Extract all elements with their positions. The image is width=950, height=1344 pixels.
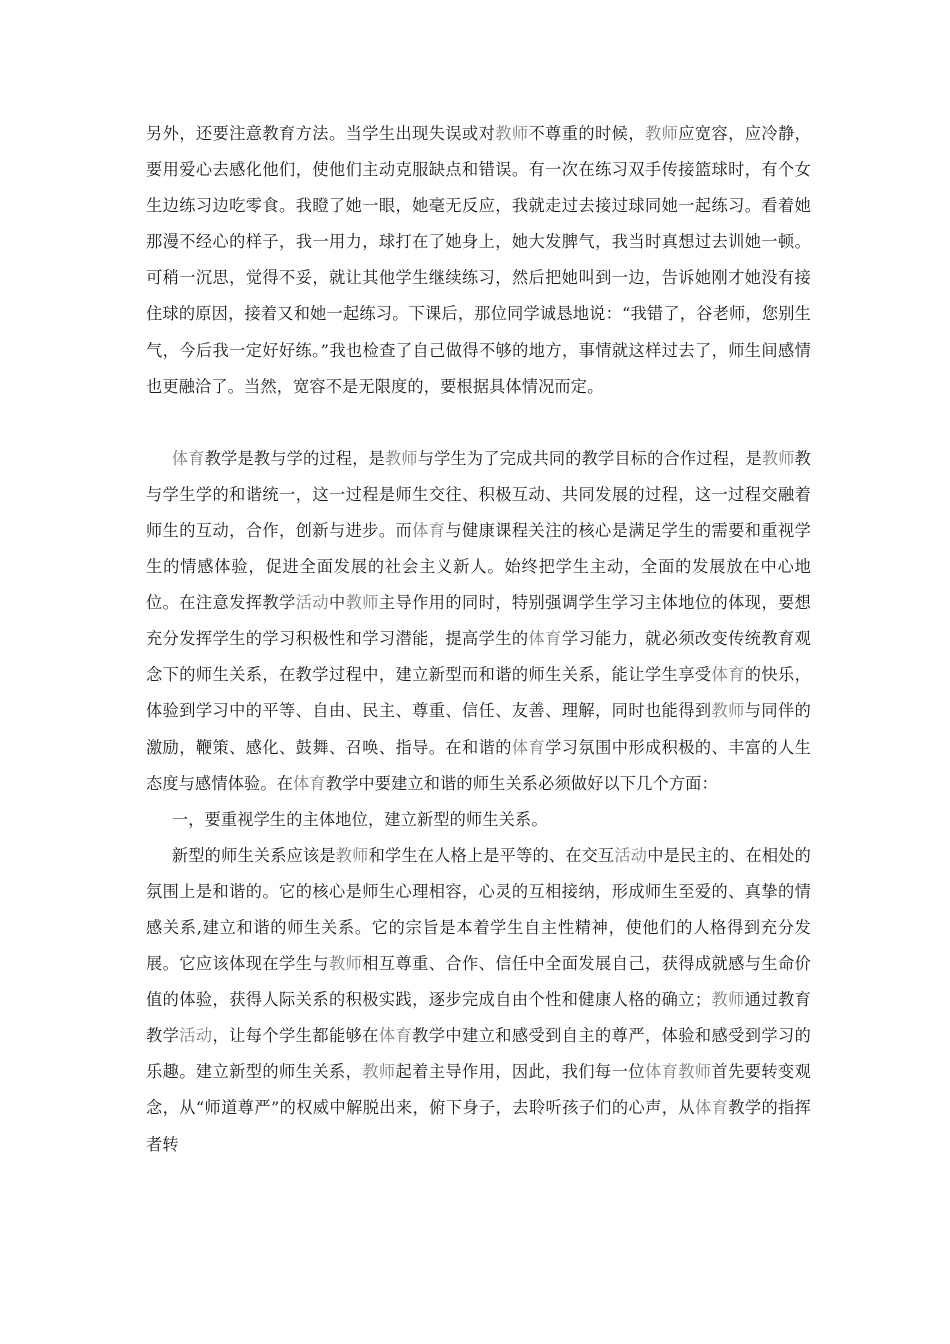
text-run: 教与学生学的和谐统一，这一过程是师生交往、积极互动、共同发展的过程，这一过程交融着师生的互动，合作，创新与进步。而 bbox=[146, 448, 811, 540]
paragraph-gap bbox=[146, 405, 811, 441]
text-run: 首先要转变观念，从“师道尊严”的权威中解脱出来，俯下身子，去聆听孩子们的心声，从 bbox=[146, 1062, 811, 1118]
keyword-link: 教师 bbox=[495, 124, 529, 143]
text-run: 另外，还要注意教育方法。当学生出现失误或对 bbox=[146, 124, 496, 143]
keyword-link: 体育 bbox=[711, 665, 745, 685]
text-run: 中 bbox=[328, 593, 346, 613]
text-run: 的快乐，体验到学习中的平等、自由、民主、尊重、信任、友善、理解，同时也能得到 bbox=[146, 665, 811, 721]
text-run: 主导作用的同时，特别强调学生学习主体地位的体现，要想充分发挥学生的学习积极性和学习潜能，提高学生的 bbox=[146, 593, 811, 649]
paragraph-3-heading bbox=[146, 802, 811, 838]
keyword-link: 教师 bbox=[328, 954, 363, 974]
paragraph-1 bbox=[146, 116, 811, 405]
keyword-link: 活动 bbox=[179, 1026, 213, 1046]
text-run: 与健康课程关注的核心是满足学生的需要和重视学生的情感体验，促进全面发展的社会主义新人。始终把学生主动，全面的发展放在中心地位。在注意发挥教学 bbox=[146, 520, 811, 613]
keyword-link: 活动 bbox=[295, 593, 329, 613]
keyword-link: 体育 bbox=[694, 1098, 729, 1118]
text-run: 教学中建立和感受到自主的尊严，体验和感受到学习的乐趣。建立新型的师生关系， bbox=[146, 1026, 811, 1082]
text-run: 通过教育教学 bbox=[146, 990, 811, 1046]
keyword-link: 教师 bbox=[711, 701, 745, 721]
paragraph-2 bbox=[146, 441, 811, 802]
keyword-link: 教师 bbox=[761, 448, 795, 468]
text-run: 一，要重视学生的主体地位，建立新型的师生关系。 bbox=[171, 809, 548, 829]
text-run: 应宽容，应冷静，要用爱心去感化他们，使他们主动克服缺点和错误。有一次在练习双手传接篮球时，有个女生边练习边吃零食。我瞪了她一眼，她毫无反应，我就走过去接过球同她一起练习。看着她那漫不经心的样子，我一用力，球打在了她身上，她大发脾气，我当时真想过去训她一顿。可稍一沉思，觉得不妥，就让其他学生继续练习，然后把她叫到一边，告诉她刚才她没有接住球的原因，接着又和她一起练习。下课后，那位同学诚恳地说：“我错了，谷老师，您别生气，今后我一定好好练。”我也检查了自己做得不够的地方，事情就这样过去了，师生间感情也更融洽了。当然，宽容不是无限度的，要根据具体情况而定。 bbox=[146, 124, 811, 396]
text-run: 教学的指挥者转 bbox=[146, 1098, 812, 1154]
text-run: 相互尊重、合作、信任中全面发展自己，获得成就感与生命价值的体验，获得人际关系的积极实践，逐步完成自由个性和健康人格的确立； bbox=[146, 954, 811, 1010]
keyword-link: 教师 bbox=[644, 124, 679, 143]
keyword-link: 教师 bbox=[335, 845, 369, 865]
text-run: ，让每个学生都能够在 bbox=[212, 1026, 379, 1046]
paragraph-4 bbox=[146, 838, 811, 1163]
text-run: 学习能力，就必须改变传统教育观念下的师生关系，在教学过程中，建立新型而和谐的师生关系，能让学生享受 bbox=[146, 629, 811, 685]
keyword-link: 体育 bbox=[378, 1026, 413, 1046]
text-run: 教学是教与学的过程，是 bbox=[204, 448, 385, 468]
keyword-link: 教师 bbox=[711, 990, 745, 1010]
document-body bbox=[146, 116, 811, 1163]
text-run: 和学生在人格上是平等的、在交互 bbox=[368, 845, 615, 865]
keyword-link: 体育 bbox=[528, 629, 562, 649]
keyword-link: 体育教师 bbox=[644, 1062, 712, 1082]
keyword-link: 教师 bbox=[362, 1062, 396, 1082]
text-run: 不尊重的时候， bbox=[528, 124, 645, 143]
keyword-link: 体育 bbox=[412, 520, 446, 540]
keyword-link: 体育 bbox=[171, 448, 205, 468]
text-run: 中是民主的、在相处的氛围上是和谐的。它的核心是师生心理相容，心灵的互相接纳，形成师生至爱的、真挚的情感关系,建立和谐的师生关系。它的宗旨是本着学生自主性精神，使他们的人格得到充分发展。它应该体现在学生与 bbox=[146, 845, 812, 974]
keyword-link: 体育 bbox=[293, 773, 326, 793]
keyword-link: 教师 bbox=[384, 448, 418, 468]
text-run: 教学中要建立和谐的师生关系必须做好以下几个方面： bbox=[325, 773, 718, 793]
text-run: 与同伴的激励，鞭策、感化、鼓舞、召唤、指导。在和谐的 bbox=[146, 701, 811, 757]
keyword-link: 教师 bbox=[345, 593, 379, 613]
text-run: 起着主导作用，因此，我们每一位 bbox=[395, 1062, 645, 1082]
keyword-link: 活动 bbox=[614, 845, 648, 865]
text-run: 与学生为了完成共同的教学目标的合作过程，是 bbox=[417, 448, 762, 468]
text-run: 新型的师生关系应该是 bbox=[171, 845, 336, 865]
text-run: 学习氛围中形成积极的、丰富的人生态度与感情体验。在 bbox=[146, 737, 811, 793]
keyword-link: 体育 bbox=[511, 737, 546, 757]
